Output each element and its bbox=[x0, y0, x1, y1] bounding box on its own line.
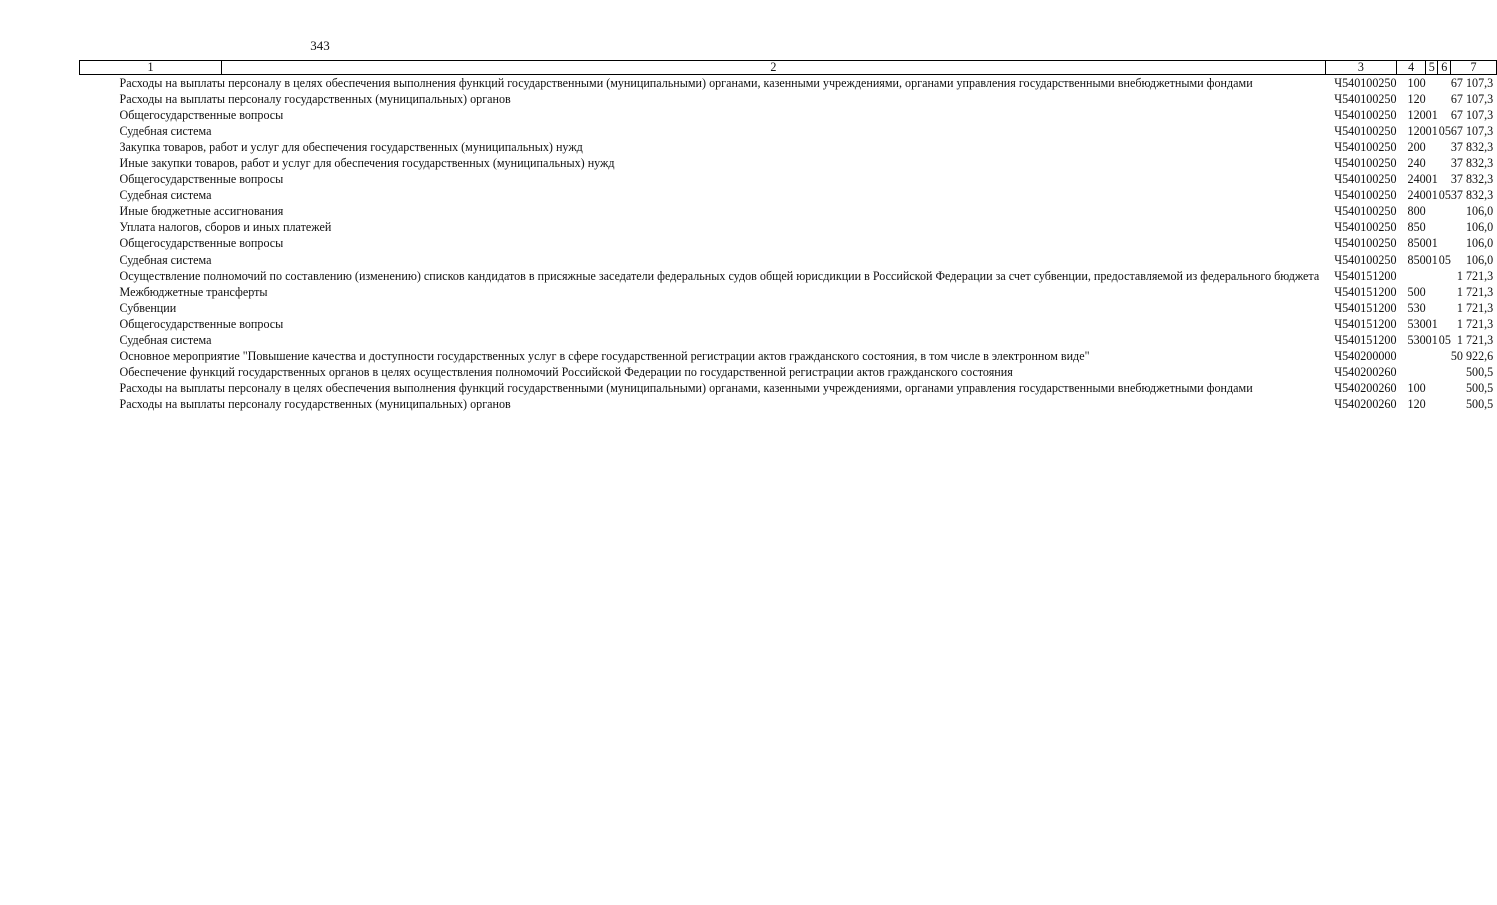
cell-rz bbox=[1426, 75, 1438, 92]
cell-name: Иные бюджетные ассигнования bbox=[119, 204, 284, 219]
cell-pr bbox=[1438, 171, 1451, 187]
table-row bbox=[80, 235, 1497, 251]
header-cell-2: 2 bbox=[222, 61, 1326, 75]
cell-code: Ч540100250 bbox=[1334, 108, 1397, 123]
cell-name: Общегосударственные вопросы bbox=[119, 316, 284, 331]
cell-code: Ч540151200 bbox=[1334, 268, 1397, 283]
cell-code: Ч540100250 bbox=[1334, 204, 1397, 219]
cell-rz: 01 bbox=[1425, 316, 1438, 331]
cell-pr bbox=[1438, 316, 1451, 332]
cell-code: Ч540151200 bbox=[1334, 316, 1397, 331]
cell-pr: 05 bbox=[1438, 252, 1451, 267]
table-row bbox=[80, 348, 1497, 364]
cell-code: Ч540100250 bbox=[1334, 236, 1397, 251]
cell-sum: 106,0 bbox=[1465, 220, 1494, 235]
table-row bbox=[80, 284, 1497, 300]
cell-rz: 01 bbox=[1425, 124, 1438, 139]
cell-sum: 500,5 bbox=[1465, 396, 1494, 411]
cell-sum: 106,0 bbox=[1465, 204, 1494, 219]
cell-pr bbox=[1438, 155, 1451, 171]
cell-name: Общегосударственные вопросы bbox=[119, 108, 284, 123]
cell-name: Уплата налогов, сборов и иных платежей bbox=[119, 220, 332, 235]
cell-vr: 850 bbox=[1407, 236, 1426, 251]
cell-pr bbox=[1438, 396, 1451, 412]
cell-vr bbox=[1397, 348, 1426, 364]
table-row bbox=[80, 364, 1497, 380]
cell-rz bbox=[1426, 380, 1438, 396]
cell-pr: 05 bbox=[1438, 124, 1451, 139]
cell-pr bbox=[1438, 107, 1451, 123]
cell-name: Судебная система bbox=[119, 252, 212, 267]
cell-vr: 850 bbox=[1407, 220, 1426, 235]
cell-name: Расходы на выплаты персоналу государственных (муниципальных) органов bbox=[119, 396, 511, 411]
table-row bbox=[80, 203, 1497, 219]
cell-sum: 1 721,3 bbox=[1456, 316, 1494, 331]
header-cell-6: 6 bbox=[1438, 61, 1451, 75]
table-row bbox=[80, 332, 1497, 348]
cell-vr: 120 bbox=[1407, 92, 1426, 107]
cell-vr: 200 bbox=[1407, 140, 1426, 155]
cell-rz bbox=[1426, 139, 1438, 155]
cell-name: Общегосударственные вопросы bbox=[119, 236, 284, 251]
cell-sum: 67 107,3 bbox=[1450, 108, 1494, 123]
cell-code: Ч540100250 bbox=[1334, 252, 1397, 267]
cell-rz bbox=[1426, 268, 1438, 284]
table-row bbox=[80, 91, 1497, 107]
page-number: 343 bbox=[310, 38, 330, 53]
cell-name: Закупка товаров, работ и услуг для обеспечения государственных (муниципальных) нужд bbox=[119, 140, 583, 155]
cell-sum: 1 721,3 bbox=[1456, 268, 1494, 283]
cell-vr bbox=[1397, 364, 1426, 380]
cell-rz bbox=[1426, 300, 1438, 316]
cell-pr bbox=[1438, 348, 1451, 364]
table-row bbox=[80, 380, 1497, 396]
cell-sum: 37 832,3 bbox=[1450, 140, 1494, 155]
cell-sum: 67 107,3 bbox=[1450, 124, 1494, 139]
cell-code: Ч540151200 bbox=[1334, 284, 1397, 299]
table-row bbox=[80, 107, 1497, 123]
cell-rz: 01 bbox=[1425, 172, 1438, 187]
cell-rz: 01 bbox=[1425, 332, 1438, 347]
cell-name: Иные закупки товаров, работ и услуг для обеспечения государственных (муниципальных) нужд bbox=[119, 156, 615, 171]
header-cell-5: 5 bbox=[1426, 61, 1438, 75]
cell-vr: 530 bbox=[1407, 332, 1426, 347]
cell-pr bbox=[1438, 235, 1451, 251]
cell-sum: 37 832,3 bbox=[1450, 156, 1494, 171]
cell-rz: 01 bbox=[1425, 236, 1438, 251]
table-row bbox=[80, 219, 1497, 235]
table-row bbox=[80, 252, 1497, 268]
cell-name: Межбюджетные трансферты bbox=[119, 284, 268, 299]
table-row bbox=[80, 187, 1497, 203]
cell-code: Ч540200260 bbox=[1334, 396, 1397, 411]
cell-vr bbox=[1397, 268, 1426, 284]
cell-code: Ч540200260 bbox=[1334, 380, 1397, 395]
table-row bbox=[80, 155, 1497, 171]
table-row bbox=[80, 268, 1497, 284]
cell-vr: 120 bbox=[1407, 124, 1426, 139]
cell-pr bbox=[1438, 203, 1451, 219]
cell-code: Ч540100250 bbox=[1334, 76, 1397, 90]
cell-pr: 05 bbox=[1438, 332, 1451, 347]
cell-sum: 500,5 bbox=[1465, 380, 1494, 395]
table-row bbox=[80, 75, 1497, 92]
cell-pr bbox=[1438, 300, 1451, 316]
cell-sum: 106,0 bbox=[1465, 236, 1494, 251]
cell-vr: 120 bbox=[1407, 108, 1426, 123]
cell-pr bbox=[1438, 284, 1451, 300]
cell-code: Ч540100250 bbox=[1334, 188, 1397, 203]
header-cell-3: 3 bbox=[1325, 61, 1396, 75]
cell-vr: 100 bbox=[1407, 76, 1426, 90]
cell-rz bbox=[1426, 396, 1438, 412]
cell-name: Осуществление полномочий по составлению (изменению) списков кандидатов в присяжные заседатели федеральных судов общей юрисдикции в Российской Федерации за счет субвенции, предоставляемой из федерального бюджета bbox=[119, 268, 1320, 283]
header-cell-1: 1 bbox=[80, 61, 222, 75]
cell-code: Ч540151200 bbox=[1334, 332, 1397, 347]
cell-sum: 50 922,6 bbox=[1450, 348, 1494, 363]
cell-pr bbox=[1438, 219, 1451, 235]
budget-table bbox=[79, 60, 1497, 412]
table-body bbox=[80, 75, 1497, 412]
cell-name: Судебная система bbox=[119, 188, 212, 203]
table-row bbox=[80, 316, 1497, 332]
cell-rz: 01 bbox=[1425, 108, 1438, 123]
cell-rz bbox=[1426, 203, 1438, 219]
cell-code: Ч540100250 bbox=[1334, 92, 1397, 107]
cell-sum: 67 107,3 bbox=[1450, 92, 1494, 107]
table-row bbox=[80, 171, 1497, 187]
cell-pr bbox=[1438, 139, 1451, 155]
cell-rz bbox=[1426, 284, 1438, 300]
cell-vr: 850 bbox=[1407, 252, 1426, 267]
cell-sum: 1 721,3 bbox=[1456, 300, 1494, 315]
table-row bbox=[80, 396, 1497, 412]
cell-name: Расходы на выплаты персоналу в целях обеспечения выполнения функций государственными (муниципальными) органами, казенными учреждениями, органами управления государственными внебюджетными фондами bbox=[119, 380, 1253, 395]
table-header bbox=[80, 61, 1497, 75]
cell-code: Ч540200000 bbox=[1334, 348, 1397, 363]
cell-vr: 120 bbox=[1407, 396, 1426, 411]
cell-rz: 01 bbox=[1425, 188, 1438, 203]
cell-name: Судебная система bbox=[119, 124, 212, 139]
cell-rz bbox=[1426, 155, 1438, 171]
header-cell-4: 4 bbox=[1397, 61, 1426, 75]
cell-vr: 240 bbox=[1407, 172, 1426, 187]
cell-pr bbox=[1438, 91, 1451, 107]
cell-code: Ч540100250 bbox=[1334, 220, 1397, 235]
cell-name: Субвенции bbox=[119, 300, 177, 315]
cell-rz bbox=[1426, 364, 1438, 380]
cell-vr: 530 bbox=[1407, 316, 1426, 331]
cell-rz bbox=[1426, 219, 1438, 235]
table-row bbox=[80, 139, 1497, 155]
cell-sum: 106,0 bbox=[1465, 252, 1494, 267]
cell-sum: 1 721,3 bbox=[1456, 284, 1494, 299]
cell-code: Ч540100250 bbox=[1334, 172, 1397, 187]
cell-code: Ч540100250 bbox=[1334, 140, 1397, 155]
header-cell-7: 7 bbox=[1451, 61, 1496, 75]
cell-rz bbox=[1426, 91, 1438, 107]
cell-name: Обеспечение функций государственных органов в целях осуществления полномочий Российской Федерации по государственной регистрации актов гражданского состояния bbox=[119, 364, 1013, 379]
cell-pr bbox=[1438, 364, 1451, 380]
cell-pr: 05 bbox=[1438, 188, 1451, 203]
cell-vr: 240 bbox=[1407, 188, 1426, 203]
cell-pr bbox=[1438, 75, 1451, 92]
cell-vr: 100 bbox=[1407, 380, 1426, 395]
table-row bbox=[80, 123, 1497, 139]
cell-name: Судебная система bbox=[119, 332, 212, 347]
cell-rz bbox=[1426, 348, 1438, 364]
cell-sum: 500,5 bbox=[1465, 364, 1494, 379]
cell-vr: 800 bbox=[1407, 204, 1426, 219]
cell-code: Ч540151200 bbox=[1334, 300, 1397, 315]
cell-code: Ч540100250 bbox=[1334, 156, 1397, 171]
cell-code: Ч540200260 bbox=[1334, 364, 1397, 379]
cell-sum: 37 832,3 bbox=[1450, 188, 1494, 203]
cell-vr: 530 bbox=[1407, 300, 1426, 315]
cell-name: Расходы на выплаты персоналу государственных (муниципальных) органов bbox=[119, 92, 511, 107]
table-row bbox=[80, 300, 1497, 316]
cell-sum: 67 107,3 bbox=[1450, 76, 1494, 90]
cell-rz: 01 bbox=[1425, 252, 1438, 267]
cell-pr bbox=[1438, 380, 1451, 396]
cell-name: Основное мероприятие "Повышение качества и доступности государственных услуг в сфере государственной регистрации актов гражданского состояния, в том числе в электронном виде" bbox=[119, 348, 1090, 363]
cell-code: Ч540100250 bbox=[1334, 124, 1397, 139]
cell-sum: 1 721,3 bbox=[1456, 332, 1494, 347]
cell-vr: 500 bbox=[1407, 284, 1426, 299]
cell-name: Общегосударственные вопросы bbox=[119, 172, 284, 187]
cell-sum: 37 832,3 bbox=[1450, 172, 1494, 187]
cell-vr: 240 bbox=[1407, 156, 1426, 171]
cell-pr bbox=[1438, 268, 1451, 284]
cell-name: Расходы на выплаты персоналу в целях обеспечения выполнения функций государственными (муниципальными) органами, казенными учреждениями, органами управления государственными внебюджетными фондами bbox=[119, 76, 1253, 90]
